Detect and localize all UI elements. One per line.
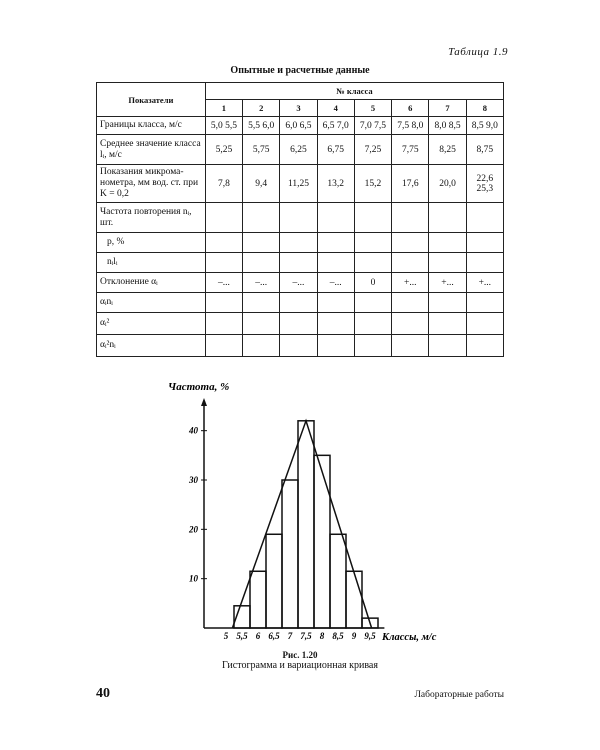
table-cell: 6,5 7,0	[317, 117, 354, 135]
histogram-bar	[250, 571, 266, 628]
table-cell	[317, 233, 354, 253]
table-cell	[354, 253, 391, 273]
table-cell	[429, 233, 466, 253]
table-row	[97, 233, 504, 253]
table-cell	[466, 313, 503, 335]
table-cell: 8,25	[429, 135, 466, 165]
table-cell	[354, 203, 391, 233]
y-tick-label: 40	[189, 425, 198, 436]
table-cell: 8,5 9,0	[466, 117, 503, 135]
table-cell: 7,0 7,5	[354, 117, 391, 135]
table-cell: 0	[354, 273, 391, 293]
table-cell	[429, 253, 466, 273]
table-cell	[205, 203, 242, 233]
x-tick-label: 6,5	[268, 631, 280, 641]
table-cell	[243, 233, 280, 253]
table-row	[97, 293, 504, 313]
table-cell: 5,5 6,0	[243, 117, 280, 135]
table-cell: 6,75	[317, 135, 354, 165]
class-number: 4	[317, 100, 354, 117]
table-cell: 6,0 6,5	[280, 117, 317, 135]
row-label: Границы класса, м/с	[97, 117, 206, 135]
table-cell	[392, 203, 429, 233]
table-cell	[354, 293, 391, 313]
table-cell	[466, 253, 503, 273]
histogram-bar	[314, 455, 330, 628]
row-label: nᵢlᵢ	[97, 253, 206, 273]
table-cell	[354, 233, 391, 253]
table-cell: 5,75	[243, 135, 280, 165]
page-number: 40	[96, 686, 110, 701]
table-cell	[392, 335, 429, 357]
table-cell	[354, 313, 391, 335]
running-title: Лабораторные работы	[414, 690, 504, 700]
x-tick-label: 7,5	[300, 631, 312, 641]
class-number: 5	[354, 100, 391, 117]
table-cell	[317, 293, 354, 313]
table-cell: 7,75	[392, 135, 429, 165]
x-tick-label: 8	[319, 631, 325, 641]
x-tick-label: 7	[287, 631, 293, 641]
table-cell: 5,25	[205, 135, 242, 165]
table-row	[97, 253, 504, 273]
histogram-chart	[150, 376, 450, 646]
table-cell	[317, 335, 354, 357]
table-cell	[280, 253, 317, 273]
row-label: Среднее значение класса lᵢ, м/с	[97, 135, 206, 165]
table-title: Опытные и расчетные данные	[230, 65, 370, 76]
class-number: 6	[392, 100, 429, 117]
table-cell	[317, 253, 354, 273]
class-number: 8	[466, 100, 503, 117]
x-tick-label: 5,5	[236, 631, 248, 641]
table-cell: 13,2	[317, 165, 354, 203]
table-cell	[243, 253, 280, 273]
class-number: 2	[243, 100, 280, 117]
histogram-bar	[282, 480, 298, 628]
table-cell	[392, 293, 429, 313]
table-cell	[392, 253, 429, 273]
table-cell: 11,25	[280, 165, 317, 203]
table-row	[97, 273, 504, 293]
table-cell	[205, 233, 242, 253]
row-label: αᵢ²nᵢ	[97, 335, 206, 357]
table-cell	[205, 293, 242, 313]
x-axis-label: Классы, м/с	[382, 632, 437, 643]
table-cell: 20,0	[429, 165, 466, 203]
table-cell	[280, 293, 317, 313]
table-cell	[317, 203, 354, 233]
table-cell	[205, 253, 242, 273]
table-cell	[429, 313, 466, 335]
table-cell: 7,8	[205, 165, 242, 203]
row-label: p, %	[97, 233, 206, 253]
x-tick-label: 5	[223, 631, 229, 641]
table-cell: 9,4	[243, 165, 280, 203]
table-cell	[317, 313, 354, 335]
table-cell: 7,25	[354, 135, 391, 165]
table-cell: –...	[280, 273, 317, 293]
table-cell	[243, 335, 280, 357]
table-cell	[429, 203, 466, 233]
data-table	[96, 82, 504, 357]
table-cell	[243, 313, 280, 335]
figure-number: Рис. 1.20	[282, 650, 318, 660]
table-cell	[243, 293, 280, 313]
chart-axes	[201, 398, 384, 628]
table-cell: 8,75	[466, 135, 503, 165]
table-cell	[429, 335, 466, 357]
table-row	[97, 165, 504, 203]
class-number: 7	[429, 100, 466, 117]
table-cell	[429, 293, 466, 313]
table-row	[97, 203, 504, 233]
table-cell	[280, 313, 317, 335]
table-cell	[280, 335, 317, 357]
y-tick-label: 10	[189, 573, 198, 584]
table-cell	[392, 233, 429, 253]
row-label: αᵢnᵢ	[97, 293, 206, 313]
table-cell: –...	[317, 273, 354, 293]
row-label: Показания микрома-нометра, мм вод. ст. при K = 0,2	[97, 165, 206, 203]
x-tick-label: 9,5	[364, 631, 376, 641]
table-cell: 5,0 5,5	[205, 117, 242, 135]
header-indicators: Показатели	[97, 83, 206, 117]
table-cell: +...	[466, 273, 503, 293]
table-cell	[466, 203, 503, 233]
table-row	[97, 117, 504, 135]
class-number: 3	[280, 100, 317, 117]
table-cell: +...	[392, 273, 429, 293]
row-label: Отклонение αᵢ	[97, 273, 206, 293]
y-tick-label: 30	[189, 475, 198, 485]
histogram-bar	[298, 421, 314, 628]
figure-caption: Гистограмма и вариационная кривая	[222, 660, 378, 671]
table-cell	[354, 335, 391, 357]
table-cell	[392, 313, 429, 335]
table-cell	[466, 233, 503, 253]
table-cell: +...	[429, 273, 466, 293]
header-class-no: № класса	[205, 83, 503, 100]
table-cell	[205, 313, 242, 335]
table-row	[97, 313, 504, 335]
table-row	[97, 135, 504, 165]
table-cell	[466, 335, 503, 357]
table-cell: –...	[205, 273, 242, 293]
table-cell: 8,0 8,5	[429, 117, 466, 135]
y-axis-label: Частота, %	[168, 381, 230, 393]
table-cell: 6,25	[280, 135, 317, 165]
table-cell: 15,2	[354, 165, 391, 203]
table-cell	[243, 203, 280, 233]
histogram-bar	[330, 534, 346, 628]
table-cell: 7,5 8,0	[392, 117, 429, 135]
y-tick-label: 20	[189, 524, 198, 535]
row-label: αᵢ²	[97, 313, 206, 335]
x-tick-label: 9	[351, 631, 357, 641]
table-cell: –...	[243, 273, 280, 293]
variation-curve	[232, 421, 371, 628]
x-tick-label: 6	[255, 631, 261, 641]
table-cell	[280, 203, 317, 233]
histogram-bar	[346, 571, 362, 628]
table-cell: 22,6 25,3	[466, 165, 503, 203]
table-row	[97, 335, 504, 357]
table-cell	[466, 293, 503, 313]
table-cell	[280, 233, 317, 253]
table-cell	[205, 335, 242, 357]
table-cell: 17,6	[392, 165, 429, 203]
row-label: Частота повторения nᵢ, шт.	[97, 203, 206, 233]
histogram-bar	[266, 534, 282, 628]
table-label: Таблица 1.9	[448, 46, 508, 58]
x-tick-label: 8,5	[332, 631, 344, 641]
class-number: 1	[205, 100, 242, 117]
